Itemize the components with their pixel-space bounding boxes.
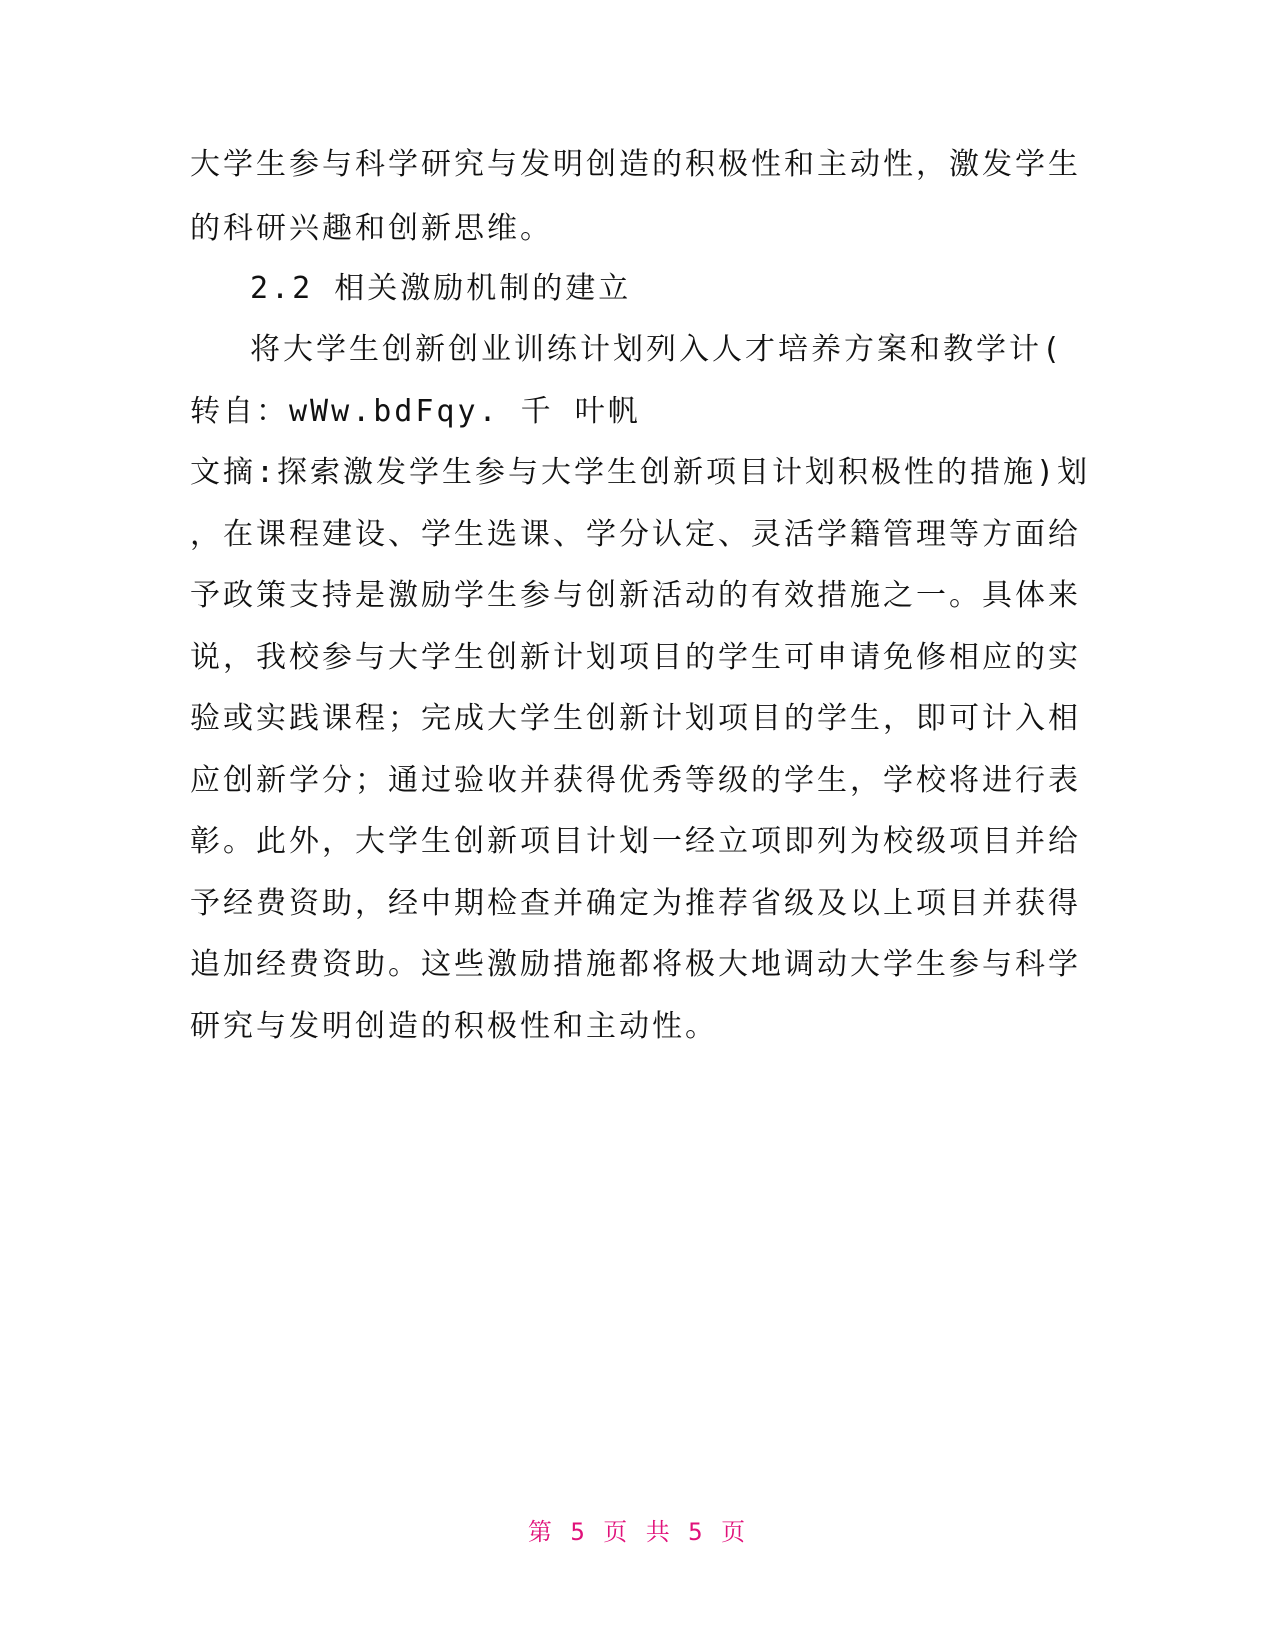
source-line: 转自：wWw.bdFqy. 千 叶帆 [190,394,641,429]
body-text-line: 的科研兴趣和创新思维。 [190,211,553,246]
body-text-line: 予政策支持是激励学生参与创新活动的有效措施之一。具体来 [190,578,1081,613]
body-text-line: 文摘:探索激发学生参与大学生创新项目计划积极性的措施)划 [190,455,1091,490]
body-text-line: 将大学生创新创业训练计划列入人才培养方案和教学计( [250,332,1064,367]
body-text-line: 验或实践课程；完成大学生创新计划项目的学生，即可计入相 [190,701,1081,736]
body-text-line: 应创新学分；通过验收并获得优秀等级的学生，学校将进行表 [190,763,1081,798]
body-text-line: ，在课程建设、学生选课、学分认定、灵活学籍管理等方面给 [190,517,1081,552]
section-heading: 2.2 相关激励机制的建立 [250,271,632,306]
body-text-line: 研究与发明创造的积极性和主动性。 [190,1009,718,1044]
body-text-line: 彰。此外，大学生创新项目计划一经立项即列为校级项目并给 [190,824,1081,859]
body-text-line: 予经费资助，经中期检查并确定为推荐省级及以上项目并获得 [190,886,1081,921]
body-text-line: 说，我校参与大学生创新计划项目的学生可申请免修相应的实 [190,640,1081,675]
page-number-footer: 第 5 页 共 5 页 [527,1518,748,1546]
body-text-line: 大学生参与科学研究与发明创造的积极性和主动性，激发学生 [190,147,1081,182]
body-text-line: 追加经费资助。这些激励措施都将极大地调动大学生参与科学 [190,947,1081,982]
